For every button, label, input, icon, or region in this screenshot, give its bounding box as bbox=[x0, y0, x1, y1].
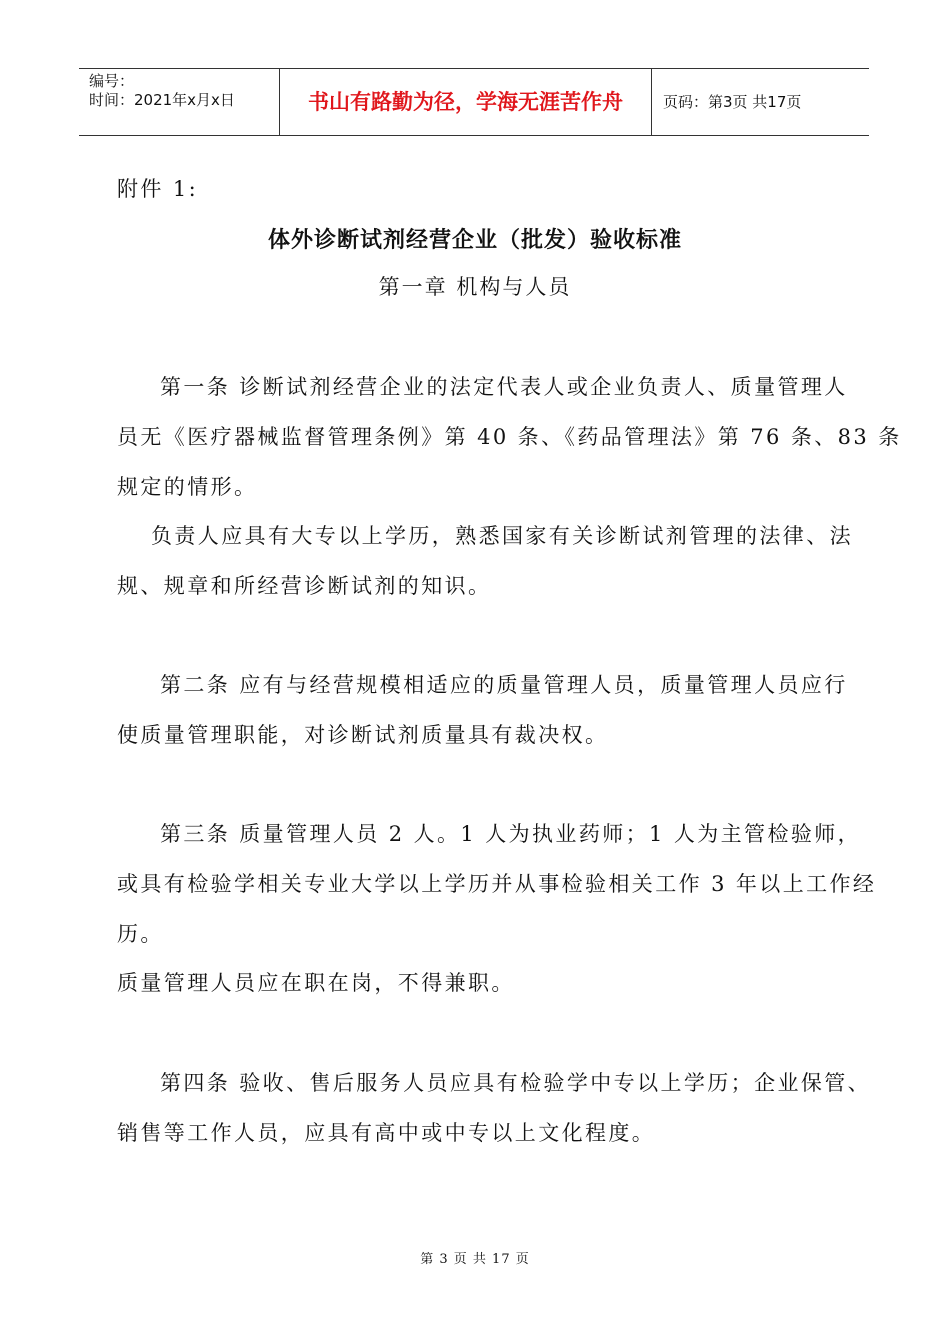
document-date: 时间：2021年x月x日 bbox=[89, 91, 235, 109]
article-4-line-2: 销售等工作人员，应具有高中或中专以上文化程度。 bbox=[117, 1121, 656, 1145]
header-meta bbox=[79, 69, 280, 135]
article-2-line-2: 使质量管理职能，对诊断试剂质量具有裁决权。 bbox=[117, 723, 609, 747]
article-1-line-1: 第一条 诊断试剂经营企业的法定代表人或企业负责人、质量管理人 bbox=[160, 375, 848, 399]
document-header bbox=[79, 68, 869, 136]
document-number-label: 编号： bbox=[89, 72, 135, 90]
header-motto: 书山有路勤为径，学海无涯苦作舟 bbox=[280, 69, 652, 135]
article-1-line-2: 员无《医疗器械监督管理条例》第 40 条、《药品管理法》第 76 条、83 条 bbox=[117, 425, 902, 449]
page-footer: 第 3 页 共 17 页 bbox=[420, 1252, 530, 1267]
article-1-line-3: 规定的情形。 bbox=[117, 475, 258, 499]
article-3-line-4: 质量管理人员应在职在岗，不得兼职。 bbox=[117, 971, 515, 995]
article-1-line-5: 规、规章和所经营诊断试剂的知识。 bbox=[117, 574, 492, 598]
article-4-line-1: 第四条 验收、售后服务人员应具有检验学中专以上学历；企业保管、 bbox=[160, 1071, 872, 1095]
header-page-info: 页码：第3页 共17页 bbox=[663, 93, 802, 111]
article-3-line-1: 第三条 质量管理人员 2 人。1 人为执业药师；1 人为主管检验师， bbox=[160, 822, 862, 846]
page-title: 体外诊断试剂经营企业（批发）验收标准 bbox=[267, 228, 682, 253]
article-3-line-2: 或具有检验学相关专业大学以上学历并从事检验相关工作 3 年以上工作经 bbox=[117, 872, 877, 896]
attachment-label: 附件 1: bbox=[117, 177, 199, 201]
article-2-line-1: 第二条 应有与经营规模相适应的质量管理人员，质量管理人员应行 bbox=[160, 673, 848, 697]
chapter-heading: 第一章 机构与人员 bbox=[378, 275, 572, 299]
article-3-line-3: 历。 bbox=[117, 922, 164, 946]
article-1-line-4: 负责人应具有大专以上学历，熟悉国家有关诊断试剂管理的法律、法 bbox=[151, 524, 853, 548]
